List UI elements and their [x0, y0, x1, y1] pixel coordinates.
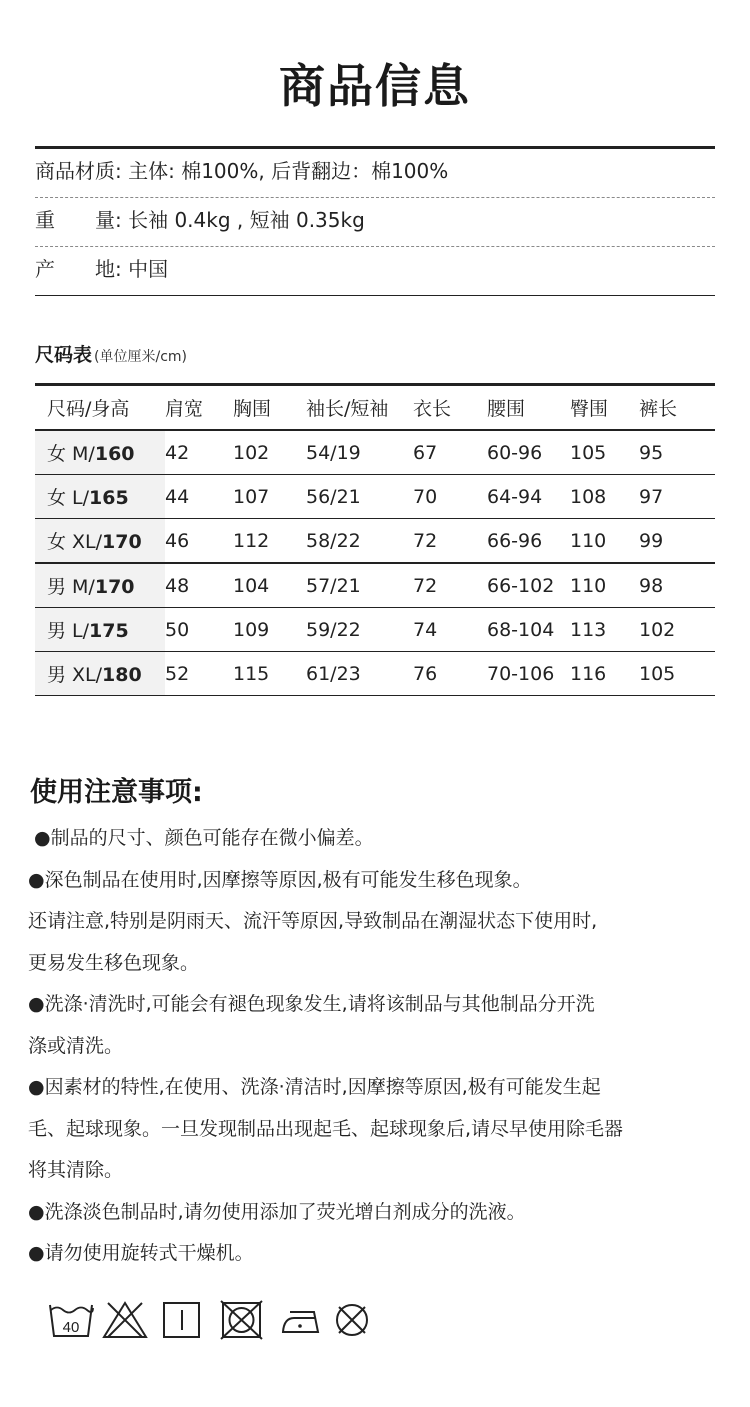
size-label-cell [35, 430, 165, 475]
size-cell: 61/23 [306, 662, 361, 685]
size-cell: 68-104 [487, 618, 555, 641]
size-cell: 42 [165, 441, 190, 464]
size-label: 女 M/ [47, 443, 95, 465]
info-value: : 长袖 0.4kg , 短袖 0.35kg [115, 208, 365, 232]
size-chart-heading [35, 340, 187, 367]
header-cell: 袖长/短袖 [306, 398, 389, 420]
info-label: 产 地 [35, 257, 115, 281]
size-cell: 102 [233, 441, 270, 464]
size-label: 男 L/ [47, 620, 90, 642]
size-cell: 70-106 [487, 662, 555, 685]
size-cell: 102 [639, 618, 676, 641]
size-height: 160 [94, 443, 135, 465]
size-cell: 109 [233, 618, 270, 641]
size-chart-unit: (单位厘米/cm) [94, 349, 187, 365]
no-dry-clean-icon [332, 1300, 372, 1340]
header-cell: 尺码/身高 [47, 398, 130, 420]
size-cell: 72 [413, 574, 438, 597]
care-line: ●因素材的特性,在使用、洗涤·清洁时,因摩擦等原因,极有可能发生起 [28, 1076, 601, 1098]
size-cell: 66-102 [487, 574, 555, 597]
no-tumble-dry-icon [220, 1300, 264, 1340]
size-label: 男 XL/ [47, 664, 103, 686]
size-table-header [35, 385, 715, 431]
info-label: 重 量 [35, 208, 115, 232]
size-cell: 113 [570, 618, 607, 641]
info-label: 商品材质 [35, 159, 115, 183]
size-cell: 76 [413, 662, 438, 685]
info-row-origin [35, 247, 715, 296]
care-line: 还请注意,特别是阴雨天、流汗等原因,导致制品在潮湿状态下使用时, [28, 910, 598, 932]
size-cell: 107 [233, 485, 270, 508]
care-line: ●制品的尺寸、颜色可能存在微小偏差。 [34, 827, 374, 849]
no-bleach-icon [102, 1300, 148, 1340]
size-label: 男 M/ [47, 576, 95, 598]
size-cell: 99 [639, 529, 664, 552]
size-cell: 57/21 [306, 574, 361, 597]
header-cell: 衣长 [413, 398, 452, 420]
size-height: 165 [89, 487, 129, 509]
size-row [35, 430, 715, 475]
size-cell: 50 [165, 618, 190, 641]
wash-40-icon [48, 1300, 94, 1340]
size-cell: 74 [413, 618, 438, 641]
size-cell: 66-96 [487, 529, 543, 552]
header-cell: 肩宽 [165, 398, 204, 420]
size-cell: 70 [413, 485, 438, 508]
size-cell: 108 [570, 485, 607, 508]
size-row [35, 652, 715, 696]
page-title: 商品信息 [279, 59, 471, 113]
size-cell: 67 [413, 441, 438, 464]
size-label: 女 L/ [47, 487, 90, 509]
size-cell: 115 [233, 662, 270, 685]
size-label-cell [35, 563, 165, 608]
size-height: 175 [89, 620, 129, 642]
size-cell: 46 [165, 529, 190, 552]
header-cell: 裤长 [639, 398, 678, 420]
size-label-cell [35, 475, 165, 519]
size-cell: 112 [233, 529, 270, 552]
size-cell: 105 [639, 662, 676, 685]
size-row [35, 475, 715, 519]
size-cell: 60-96 [487, 441, 543, 464]
size-cell: 105 [570, 441, 607, 464]
care-notes [28, 818, 718, 1275]
size-cell: 58/22 [306, 529, 361, 552]
care-line: 更易发生移色现象。 [28, 951, 200, 974]
size-label-cell [35, 652, 165, 696]
size-height: 170 [94, 576, 135, 598]
size-cell: 64-94 [487, 485, 543, 508]
care-line: ●请勿使用旋转式干燥机。 [28, 1242, 254, 1264]
header-cell: 胸围 [233, 398, 272, 420]
iron-low-icon [280, 1300, 322, 1340]
size-cell: 72 [413, 529, 438, 552]
size-cell: 48 [165, 574, 190, 597]
size-table [35, 383, 715, 696]
size-cell: 116 [570, 662, 607, 685]
size-row [35, 563, 715, 608]
info-value: : 中国 [115, 257, 169, 281]
size-cell: 98 [639, 574, 664, 597]
product-info [35, 146, 715, 296]
care-line: 将其清除。 [28, 1159, 124, 1181]
size-cell: 104 [233, 574, 270, 597]
size-label: 女 XL/ [47, 531, 103, 553]
size-label-cell [35, 608, 165, 652]
care-line: 毛、起球现象。一旦发现制品出现起毛、起球现象后,请尽早使用除毛器 [28, 1117, 624, 1140]
size-cell: 95 [639, 441, 664, 464]
size-height: 170 [102, 531, 142, 553]
size-row [35, 608, 715, 652]
size-row [35, 519, 715, 564]
size-cell: 110 [570, 574, 607, 597]
wash-temperature: 40 [62, 1319, 80, 1336]
care-line: ●洗涤淡色制品时,请勿使用添加了荧光增白剂成分的洗液。 [28, 1200, 526, 1223]
size-cell: 56/21 [306, 485, 361, 508]
header-cell: 腰围 [487, 398, 526, 420]
header-cell: 臀围 [570, 398, 609, 420]
line-dry-icon [162, 1300, 202, 1340]
care-line: ●深色制品在使用时,因摩擦等原因,极有可能发生移色现象。 [28, 868, 532, 891]
size-cell: 59/22 [306, 618, 361, 641]
care-line: ●洗涤·清洗时,可能会有褪色现象发生,请将该制品与其他制品分开洗 [28, 993, 595, 1015]
size-label-cell [35, 519, 165, 564]
info-value: : 主体: 棉100%, 后背翻边：棉100% [115, 159, 449, 183]
care-line: 涤或清洗。 [28, 1034, 124, 1057]
size-cell: 97 [639, 485, 664, 508]
info-row-weight [35, 198, 715, 247]
size-cell: 110 [570, 529, 607, 552]
size-cell: 54/19 [306, 441, 361, 464]
care-title: 使用注意事项: [30, 777, 203, 808]
size-height: 180 [102, 664, 142, 686]
size-cell: 44 [165, 485, 190, 508]
size-cell: 52 [165, 662, 190, 685]
info-row-material [35, 149, 715, 198]
size-chart-title: 尺码表 [35, 344, 93, 366]
